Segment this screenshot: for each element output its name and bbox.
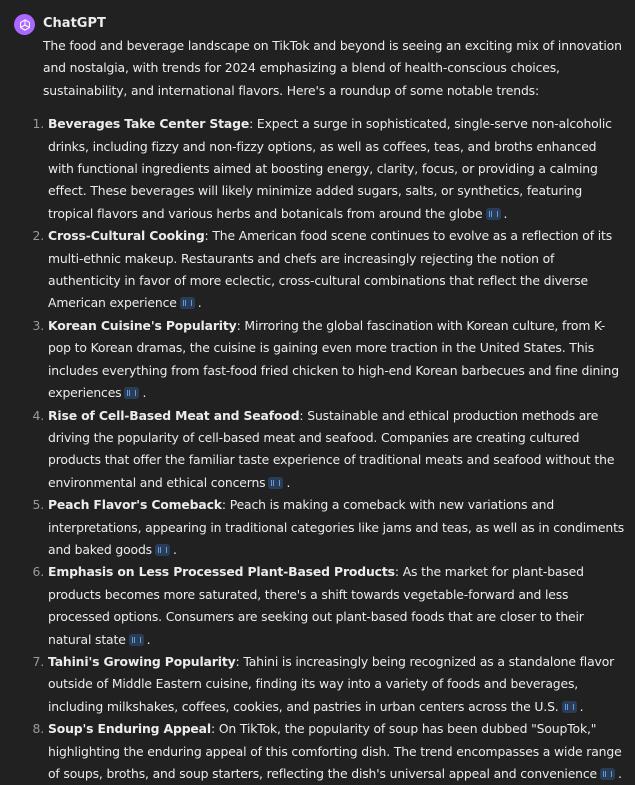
item-number: 6. bbox=[32, 564, 44, 580]
item-text: : Tahini is increasingly being recognized as a standalone flavor outside of Middle Eastern cuisine, finding its way into a variety of foods and beverages, including milkshakes, coffees, cookies, and pastries in urban centers across the U.S. bbox=[48, 653, 615, 714]
citation-quote-icon[interactable] bbox=[562, 701, 577, 713]
list-item: 2. Cross-Cultural Cooking: The American food scene continues to evolve as a reflection of its multi-ethnic makeup. Restaurants and chefs are increasingly rejecting the notion of authenticity in favor of more eclectic, cross-cultural combinations that reflect the diverse American experience . bbox=[43, 225, 625, 315]
citation-quote-icon[interactable] bbox=[486, 208, 501, 220]
list-item: 5. Peach Flavor's Comeback: Peach is making a comeback with new variations and interpretations, appearing in traditional categories like jams and teas, as well as in condiments and baked goods . bbox=[43, 494, 625, 561]
item-title: Rise of Cell-Based Meat and Seafood bbox=[48, 407, 300, 423]
item-title: Tahini's Growing Popularity bbox=[48, 653, 236, 669]
message-content bbox=[32, 35, 625, 785]
item-title: Emphasis on Less Processed Plant-Based Products bbox=[48, 564, 395, 580]
message-author: ChatGPT bbox=[43, 16, 106, 31]
item-text: : Mirroring the global fascination with Korean culture, from K-pop to Korean dramas, the cuisine is gaining even more traction in the United States. This includes everything from fast-food fried chicken to high-end Korean barbecues and fine dining experiences bbox=[48, 317, 619, 401]
item-title: Peach Flavor's Comeback bbox=[48, 497, 222, 513]
trends-list bbox=[32, 113, 625, 785]
list-item: 4. Rise of Cell-Based Meat and Seafood: Sustainable and ethical production methods are driving the popularity of cell-based meat and seafood. Companies are creating cultured products that offer the familiar taste experience of traditional meats and seafood without the environmental and ethical concerns . bbox=[43, 405, 625, 495]
chatgpt-avatar bbox=[14, 14, 35, 35]
item-text: : On TikTok, the popularity of soup has been dubbed "SoupTok," highlighting the enduring appeal of this comforting dish. The trend encompasses a wide range of soups, broths, and soup starters, reflecting the dish's universal appeal and convenience bbox=[48, 721, 622, 781]
item-text: : The American food scene continues to evolve as a reflection of its multi-ethnic makeup. Restaurants and chefs are increasingly rejecting the notion of authenticity in favor of more eclectic, cross-cultural combinations that reflect the diverse American experience bbox=[48, 228, 613, 311]
item-number: 7. bbox=[32, 653, 44, 669]
list-item: 3. Korean Cuisine's Popularity: Mirroring the global fascination with Korean culture, from K-pop to Korean dramas, the cuisine is gaining even more traction in the United States. This includes everything from fast-food fried chicken to high-end Korean barbecues and fine dining experiences . bbox=[43, 315, 625, 405]
list-item: 1. Beverages Take Center Stage: Expect a surge in sophisticated, single-serve non-alcoholic drinks, including fizzy and non-fizzy options, as well as coffees, teas, and broths enhanced with functional ingredients aimed at boosting energy, clarity, focus, or providing a calming effect. These beverages will likely minimize added sugars, salts, or synthetics, featuring tropical flavors and various herbs and botanicals from around the globe . bbox=[43, 113, 625, 225]
openai-logo-icon bbox=[18, 18, 32, 32]
citation-quote-icon[interactable] bbox=[600, 768, 615, 780]
item-text: : Expect a surge in sophisticated, single-serve non-alcoholic drinks, including fizzy and non-fizzy options, as well as coffees, teas, and broths enhanced with functional ingredients aimed at boosting energy, clarity, focus, or providing a calming effect. These beverages will likely minimize added sugars, salts, or synthetics, featuring tropical flavors and various herbs and botanicals from around the globe bbox=[48, 116, 612, 221]
intro-paragraph: The food and beverage landscape on TikTok and beyond is seeing an exciting mix of innovation and nostalgia, with trends for 2024 emphasizing a blend of health-conscious choices, sustainability, and international flavors. Here's a roundup of some notable trends: bbox=[43, 38, 622, 98]
item-text: : Sustainable and ethical production methods are driving the popularity of cell-based meat and seafood. Companies are creating cultured products that offer the familiar taste experience of traditional meats and seafood without the environmental and ethical concerns bbox=[48, 407, 615, 490]
item-number: 3. bbox=[32, 317, 44, 333]
citation-quote-icon[interactable] bbox=[124, 387, 139, 399]
item-number: 8. bbox=[32, 721, 44, 737]
list-item: 7. Tahini's Growing Popularity: Tahini is increasingly being recognized as a standalone flavor outside of Middle Eastern cuisine, finding its way into a variety of foods and beverages, including milkshakes, coffees, cookies, and pastries in urban centers across the U.S. . bbox=[43, 651, 625, 718]
citation-quote-icon[interactable] bbox=[129, 634, 144, 646]
item-title: Beverages Take Center Stage bbox=[48, 116, 250, 132]
item-number: 1. bbox=[32, 116, 44, 132]
list-item: 6. Emphasis on Less Processed Plant-Based Products: As the market for plant-based products becomes more saturated, there's a shift towards vegetable-forward and less processed options. Consumers are seeking out plant-based foods that are closer to their natural state . bbox=[43, 561, 625, 651]
citation-quote-icon[interactable] bbox=[180, 297, 195, 309]
item-title: Soup's Enduring Appeal bbox=[48, 721, 211, 737]
item-number: 5. bbox=[32, 497, 44, 513]
item-title: Korean Cuisine's Popularity bbox=[48, 317, 237, 333]
item-number: 2. bbox=[32, 228, 44, 244]
citation-quote-icon[interactable] bbox=[268, 477, 283, 489]
item-number: 4. bbox=[32, 407, 44, 423]
item-text: : As the market for plant-based products becomes more saturated, there's a shift towards vegetable-forward and less processed options. Consumers are seeking out plant-based foods that are closer to their natural state bbox=[48, 564, 584, 647]
citation-quote-icon[interactable] bbox=[155, 544, 170, 556]
item-text: : Peach is making a comeback with new variations and interpretations, appearing in traditional categories like jams and teas, as well as in condiments and baked goods bbox=[48, 497, 625, 557]
item-title: Cross-Cultural Cooking bbox=[48, 228, 205, 244]
list-item: 8. Soup's Enduring Appeal: On TikTok, the popularity of soup has been dubbed "SoupTok," highlighting the enduring appeal of this comforting dish. The trend encompasses a wide range of soups, broths, and soup starters, reflecting the dish's universal appeal and convenience . bbox=[43, 718, 625, 785]
